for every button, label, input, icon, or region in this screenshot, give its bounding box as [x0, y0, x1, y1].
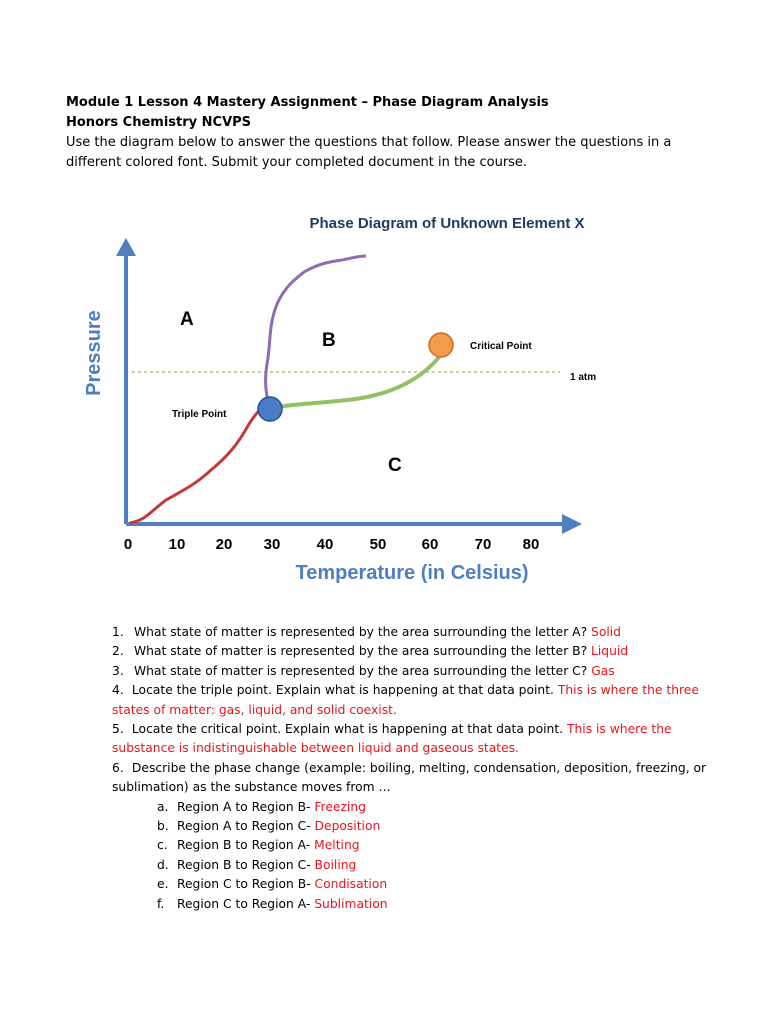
subquestion-a	[112, 798, 712, 817]
phase-diagram	[66, 198, 606, 593]
subquestion-e	[112, 875, 712, 894]
questions-list	[112, 623, 712, 914]
answer-text: Gas	[591, 663, 615, 678]
region-a-label: A	[180, 309, 194, 330]
subquestion-letter: b.	[157, 819, 169, 834]
answer-text: Solid	[591, 625, 621, 639]
triple-point-marker	[258, 397, 282, 421]
answer-text: Boiling	[314, 857, 357, 872]
question-number: 6.	[112, 760, 124, 775]
subquestion-text: Region A to Region B-	[177, 799, 315, 814]
question-text: What state of matter is represented by the area surrounding the letter A?	[134, 625, 592, 639]
subquestion-letter: d.	[157, 857, 169, 872]
question-text: Describe the phase change (example: boiling, melting, condensation, deposition, freezing, or sublimation) as the substance moves from …	[112, 760, 707, 795]
subquestion-text: Region B to Region A-	[177, 838, 315, 853]
x-tick-label: 0	[123, 536, 133, 553]
answer-text: Deposition	[314, 819, 381, 834]
instructions: Use the diagram below to answer the questions that follow. Please answer the questions in a different colored font. Submit your completed document in the course.	[66, 135, 672, 170]
x-axis-label: Temperature (in Celsius)	[295, 562, 529, 584]
diagram-title: Phase Diagram of Unknown Element X	[309, 215, 585, 232]
x-tick-label: 70	[474, 536, 492, 553]
subquestion-c	[112, 836, 712, 855]
question-text: What state of matter is represented by the area surrounding the letter C?	[134, 663, 592, 678]
document-header	[66, 93, 726, 173]
course-name: Honors Chemistry NCVPS	[66, 114, 252, 130]
question-text: Locate the critical point. Explain what is happening at that data point.	[131, 722, 567, 737]
subquestion-letter: e.	[157, 877, 169, 892]
question-number: 5.	[112, 722, 124, 737]
question-number: 1.	[112, 625, 124, 639]
subquestion-letter: f.	[157, 896, 165, 911]
subquestion-text: Region A to Region C-	[177, 819, 315, 834]
y-axis-label: Pressure	[83, 310, 105, 396]
answer-text: Liquid	[591, 644, 629, 659]
question-number: 4.	[112, 683, 124, 698]
critical-point-marker	[429, 333, 453, 357]
question-text: What state of matter is represented by the area surrounding the letter B?	[134, 644, 592, 659]
subquestion-b	[112, 817, 712, 836]
x-tick-label: 50	[369, 536, 387, 553]
question-text: Locate the triple point. Explain what is happening at that data point.	[131, 683, 558, 698]
question-2	[112, 642, 712, 661]
x-tick-label: 20	[215, 536, 233, 553]
x-tick-labels	[124, 536, 540, 553]
answer-text: Sublimation	[314, 896, 388, 911]
answer-text: Melting	[314, 838, 360, 853]
question-number: 3.	[112, 663, 124, 678]
subquestion-text: Region C to Region B-	[177, 877, 315, 892]
subquestion-text: Region B to Region C-	[177, 857, 315, 872]
subquestion-f	[112, 895, 712, 914]
region-b-label: B	[322, 330, 336, 351]
subquestion-text: Region C to Region A-	[177, 896, 315, 911]
subquestion-letter: c.	[157, 838, 168, 853]
answer-text: Condisation	[314, 877, 388, 892]
critical-point-label: Critical Point	[470, 341, 532, 352]
answer-text: This is where the three states of matter: gas, liquid, and solid coexist.	[112, 683, 699, 717]
question-number: 2.	[112, 644, 124, 659]
question-5	[112, 720, 712, 759]
triple-point-label: Triple Point	[172, 409, 227, 420]
subquestion-d	[112, 856, 712, 875]
sublimation-curve	[130, 408, 270, 523]
question-4	[112, 681, 712, 720]
question-6	[112, 759, 712, 798]
assignment-title: Module 1 Lesson 4 Mastery Assignment – Phase Diagram Analysis	[66, 95, 549, 110]
x-tick-label: 30	[263, 536, 281, 553]
region-c-label: C	[388, 455, 402, 476]
answer-text: This is where the substance is indistinguishable between liquid and gaseous states.	[112, 722, 672, 756]
x-tick-label: 80	[522, 536, 540, 553]
x-axis-arrow	[562, 514, 582, 534]
subquestion-letter: a.	[157, 799, 169, 814]
y-axis-arrow	[116, 238, 136, 256]
one-atm-label: 1 atm	[570, 372, 597, 383]
x-tick-label: 10	[168, 536, 186, 553]
x-tick-label: 60	[421, 536, 439, 553]
melting-curve	[266, 256, 366, 409]
vaporization-curve	[270, 356, 440, 409]
question-1	[112, 623, 712, 642]
answer-text: Freezing	[314, 799, 366, 814]
x-tick-label: 40	[316, 536, 334, 553]
question-3	[112, 662, 712, 681]
